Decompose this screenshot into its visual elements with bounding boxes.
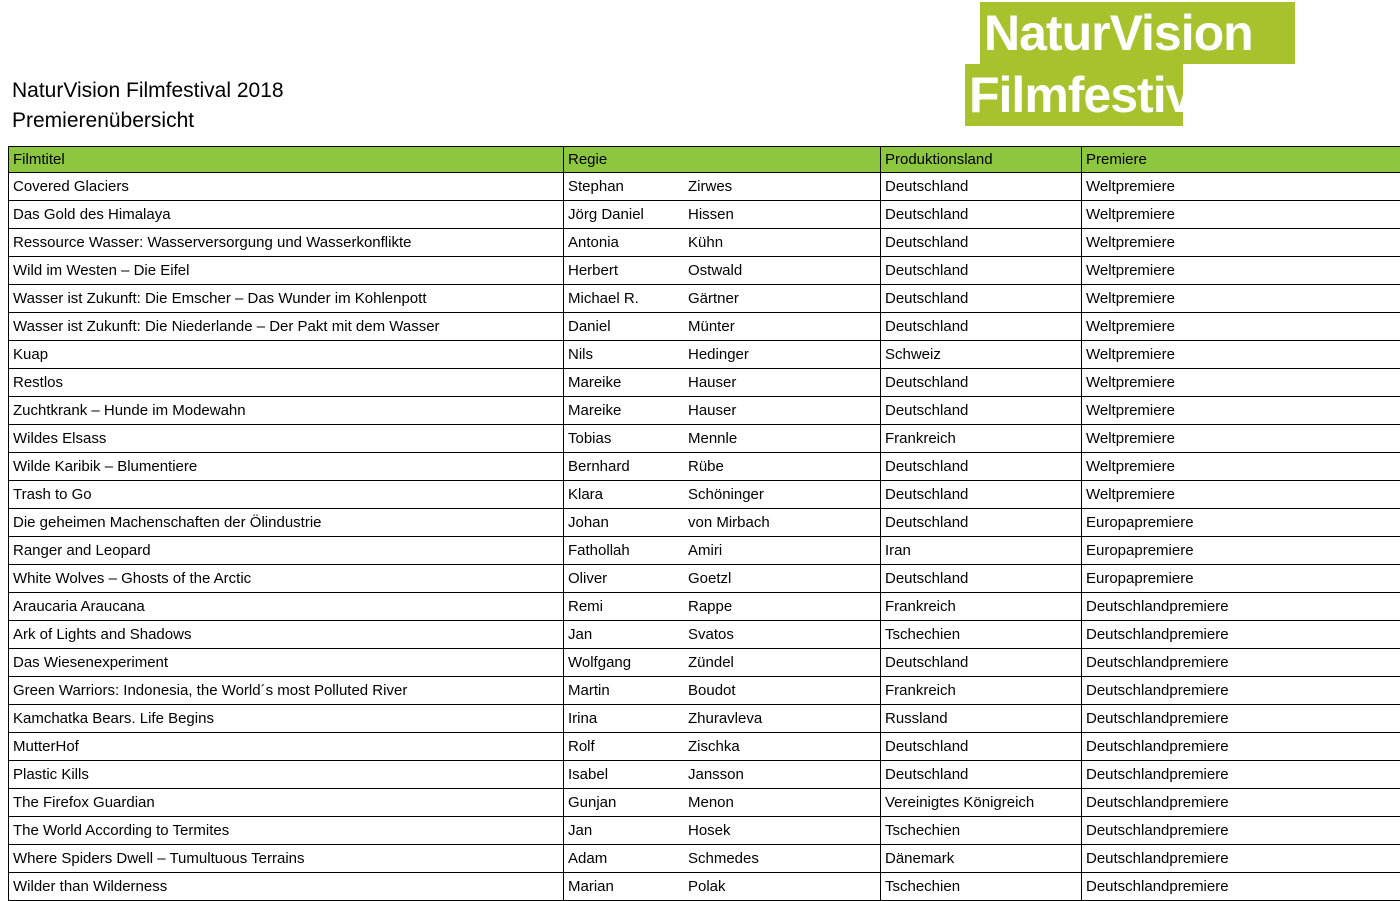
cell-film-title: Green Warriors: Indonesia, the World´s most Polluted River [9, 677, 564, 705]
cell-film-title: Wilder than Wilderness [9, 873, 564, 901]
cell-premiere: Deutschlandpremiere [1082, 705, 1400, 733]
cell-premiere: Deutschlandpremiere [1082, 817, 1400, 845]
cell-director-first: Remi [564, 593, 685, 621]
cell-premiere: Weltpremiere [1082, 285, 1400, 313]
cell-country: Schweiz [881, 341, 1082, 369]
cell-director-first: Johan [564, 509, 685, 537]
cell-film-title: Die geheimen Machenschaften der Ölindustrie [9, 509, 564, 537]
cell-director-last: Menon [684, 789, 881, 817]
cell-director-first: Herbert [564, 257, 685, 285]
cell-country: Tschechien [881, 817, 1082, 845]
cell-director-first: Adam [564, 845, 685, 873]
cell-director-last: Münter [684, 313, 881, 341]
cell-country: Tschechien [881, 873, 1082, 901]
cell-director-last: von Mirbach [684, 509, 881, 537]
column-header-regie-spacer [684, 147, 881, 173]
table-row [9, 537, 1400, 565]
cell-film-title: White Wolves – Ghosts of the Arctic [9, 565, 564, 593]
cell-premiere: Deutschlandpremiere [1082, 649, 1400, 677]
cell-director-first: Marian [564, 873, 685, 901]
cell-film-title: Where Spiders Dwell – Tumultuous Terrains [9, 845, 564, 873]
table-body [9, 173, 1400, 901]
page-title [12, 76, 284, 136]
cell-premiere: Deutschlandpremiere [1082, 845, 1400, 873]
cell-director-first: Martin [564, 677, 685, 705]
cell-film-title: Das Wiesenexperiment [9, 649, 564, 677]
cell-country: Deutschland [881, 453, 1082, 481]
cell-director-first: Bernhard [564, 453, 685, 481]
cell-film-title: Restlos [9, 369, 564, 397]
cell-country: Deutschland [881, 229, 1082, 257]
cell-country: Frankreich [881, 677, 1082, 705]
cell-country: Deutschland [881, 481, 1082, 509]
table-row [9, 677, 1400, 705]
cell-country: Russland [881, 705, 1082, 733]
table-row [9, 845, 1400, 873]
cell-director-last: Mennle [684, 425, 881, 453]
cell-director-first: Stephan [564, 173, 685, 201]
cell-country: Deutschland [881, 761, 1082, 789]
festival-logo [965, 0, 1295, 130]
table-row [9, 173, 1400, 201]
cell-country: Frankreich [881, 593, 1082, 621]
table-row [9, 285, 1400, 313]
column-header-premiere: Premiere [1082, 147, 1400, 173]
cell-film-title: The World According to Termites [9, 817, 564, 845]
cell-director-first: Irina [564, 705, 685, 733]
cell-premiere: Europapremiere [1082, 537, 1400, 565]
cell-premiere: Weltpremiere [1082, 369, 1400, 397]
cell-premiere: Weltpremiere [1082, 397, 1400, 425]
cell-premiere: Weltpremiere [1082, 425, 1400, 453]
cell-country: Deutschland [881, 369, 1082, 397]
cell-film-title: Wasser ist Zukunft: Die Niederlande – Der Pakt mit dem Wasser [9, 313, 564, 341]
cell-director-last: Hedinger [684, 341, 881, 369]
cell-premiere: Deutschlandpremiere [1082, 593, 1400, 621]
cell-film-title: Wild im Westen – Die Eifel [9, 257, 564, 285]
cell-director-first: Rolf [564, 733, 685, 761]
cell-premiere: Europapremiere [1082, 509, 1400, 537]
cell-director-last: Zündel [684, 649, 881, 677]
page-title-line-2: Premierenübersicht [12, 106, 284, 136]
table-row [9, 873, 1400, 901]
cell-director-first: Daniel [564, 313, 685, 341]
cell-country: Deutschland [881, 173, 1082, 201]
cell-director-last: Ostwald [684, 257, 881, 285]
cell-director-last: Boudot [684, 677, 881, 705]
cell-director-last: Zhuravleva [684, 705, 881, 733]
column-header-filmtitel: Filmtitel [9, 147, 564, 173]
logo-text-naturvision: NaturVision [984, 4, 1253, 62]
page-title-line-1: NaturVision Filmfestival 2018 [12, 76, 284, 106]
cell-director-last: Hosek [684, 817, 881, 845]
cell-director-first: Wolfgang [564, 649, 685, 677]
cell-country: Deutschland [881, 201, 1082, 229]
cell-country: Dänemark [881, 845, 1082, 873]
cell-country: Tschechien [881, 621, 1082, 649]
table-row [9, 229, 1400, 257]
cell-director-first: Mareike [564, 397, 685, 425]
cell-film-title: Zuchtkrank – Hunde im Modewahn [9, 397, 564, 425]
cell-director-last: Zirwes [684, 173, 881, 201]
cell-director-last: Schmedes [684, 845, 881, 873]
cell-film-title: Wildes Elsass [9, 425, 564, 453]
cell-director-last: Gärtner [684, 285, 881, 313]
cell-director-first: Tobias [564, 425, 685, 453]
table-row [9, 565, 1400, 593]
cell-premiere: Weltpremiere [1082, 201, 1400, 229]
cell-premiere: Europapremiere [1082, 565, 1400, 593]
table-row [9, 369, 1400, 397]
cell-director-last: Svatos [684, 621, 881, 649]
cell-premiere: Deutschlandpremiere [1082, 761, 1400, 789]
cell-director-last: Rappe [684, 593, 881, 621]
cell-premiere: Deutschlandpremiere [1082, 789, 1400, 817]
column-header-regie: Regie [564, 147, 685, 173]
cell-premiere: Deutschlandpremiere [1082, 677, 1400, 705]
table-row [9, 817, 1400, 845]
cell-country: Deutschland [881, 565, 1082, 593]
cell-director-first: Nils [564, 341, 685, 369]
cell-director-first: Isabel [564, 761, 685, 789]
cell-director-first: Jan [564, 817, 685, 845]
cell-premiere: Deutschlandpremiere [1082, 621, 1400, 649]
cell-premiere: Deutschlandpremiere [1082, 733, 1400, 761]
table-row [9, 733, 1400, 761]
table-row [9, 509, 1400, 537]
table-row [9, 201, 1400, 229]
cell-film-title: Ark of Lights and Shadows [9, 621, 564, 649]
cell-director-last: Zischka [684, 733, 881, 761]
table-row [9, 761, 1400, 789]
cell-film-title: The Firefox Guardian [9, 789, 564, 817]
cell-director-last: Amiri [684, 537, 881, 565]
cell-country: Deutschland [881, 733, 1082, 761]
table-header-row [9, 147, 1400, 173]
table-header [9, 147, 1400, 173]
table-row [9, 453, 1400, 481]
table-row [9, 397, 1400, 425]
cell-director-last: Rübe [684, 453, 881, 481]
cell-country: Frankreich [881, 425, 1082, 453]
cell-country: Deutschland [881, 285, 1082, 313]
cell-director-first: Gunjan [564, 789, 685, 817]
table-row [9, 789, 1400, 817]
cell-premiere: Weltpremiere [1082, 229, 1400, 257]
cell-film-title: Das Gold des Himalaya [9, 201, 564, 229]
cell-film-title: Ressource Wasser: Wasserversorgung und Wasserkonflikte [9, 229, 564, 257]
cell-director-last: Polak [684, 873, 881, 901]
logo-text-filmfestival: Filmfestival [969, 66, 1232, 124]
cell-country: Vereinigtes Königreich [881, 789, 1082, 817]
cell-director-last: Hauser [684, 369, 881, 397]
cell-film-title: Wasser ist Zukunft: Die Emscher – Das Wunder im Kohlenpott [9, 285, 564, 313]
cell-director-first: Fathollah [564, 537, 685, 565]
cell-director-first: Klara [564, 481, 685, 509]
table-row [9, 705, 1400, 733]
cell-director-first: Jan [564, 621, 685, 649]
cell-premiere: Weltpremiere [1082, 453, 1400, 481]
cell-premiere: Weltpremiere [1082, 257, 1400, 285]
table-row [9, 593, 1400, 621]
cell-director-first: Michael R. [564, 285, 685, 313]
cell-film-title: Plastic Kills [9, 761, 564, 789]
cell-director-first: Oliver [564, 565, 685, 593]
table-row [9, 621, 1400, 649]
cell-country: Deutschland [881, 509, 1082, 537]
cell-country: Deutschland [881, 313, 1082, 341]
cell-director-last: Goetzl [684, 565, 881, 593]
cell-film-title: Kuap [9, 341, 564, 369]
table-row [9, 313, 1400, 341]
cell-director-first: Antonia [564, 229, 685, 257]
cell-country: Deutschland [881, 257, 1082, 285]
table-row [9, 341, 1400, 369]
premiere-table [8, 146, 1400, 901]
cell-director-last: Hissen [684, 201, 881, 229]
cell-film-title: Trash to Go [9, 481, 564, 509]
column-header-produktionsland: Produktionsland [881, 147, 1082, 173]
table-row [9, 649, 1400, 677]
cell-premiere: Weltpremiere [1082, 173, 1400, 201]
cell-director-last: Schöninger [684, 481, 881, 509]
cell-country: Iran [881, 537, 1082, 565]
cell-director-last: Jansson [684, 761, 881, 789]
cell-director-first: Mareike [564, 369, 685, 397]
cell-premiere: Weltpremiere [1082, 481, 1400, 509]
cell-premiere: Deutschlandpremiere [1082, 873, 1400, 901]
table-row [9, 257, 1400, 285]
cell-country: Deutschland [881, 649, 1082, 677]
cell-film-title: Covered Glaciers [9, 173, 564, 201]
cell-film-title: Araucaria Araucana [9, 593, 564, 621]
cell-premiere: Weltpremiere [1082, 341, 1400, 369]
table-row [9, 481, 1400, 509]
cell-film-title: Wilde Karibik – Blumentiere [9, 453, 564, 481]
cell-film-title: Ranger and Leopard [9, 537, 564, 565]
cell-film-title: Kamchatka Bears. Life Begins [9, 705, 564, 733]
cell-director-last: Hauser [684, 397, 881, 425]
cell-film-title: MutterHof [9, 733, 564, 761]
cell-director-last: Kühn [684, 229, 881, 257]
cell-country: Deutschland [881, 397, 1082, 425]
table-row [9, 425, 1400, 453]
cell-director-first: Jörg Daniel [564, 201, 685, 229]
cell-premiere: Weltpremiere [1082, 313, 1400, 341]
